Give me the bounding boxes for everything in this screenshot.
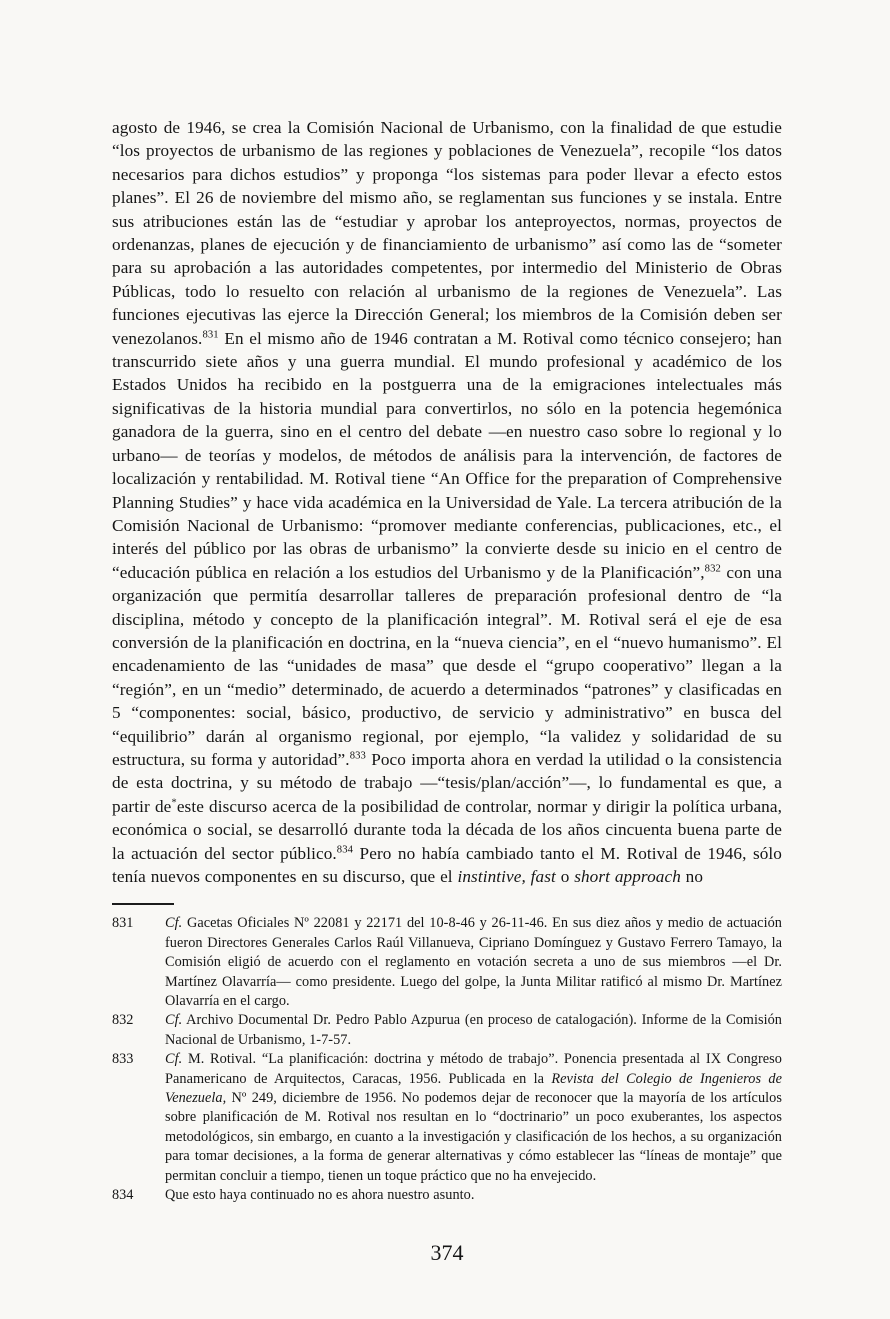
text-run: no [680, 867, 704, 886]
footnote-reference: 832 [704, 562, 721, 574]
footnote-reference: * [171, 797, 177, 809]
italic-text: Cf. [165, 915, 183, 932]
text-run: M. Rotival. “La planificación: doctrina y método de trabajo”. Ponencia presentada al IX Congreso Panamericano de Arquitectos, Caracas, 1956. Publicada en la [165, 1051, 782, 1087]
text-run: Que esto haya continuado no es ahora nuestro asunto. [165, 1187, 475, 1204]
footnote-number: 833 [112, 1051, 134, 1068]
footnote-number: 831 [112, 915, 134, 932]
footnotes-section [112, 914, 782, 1205]
italic-text: instintive, fast [457, 867, 556, 886]
italic-text: Cf. [165, 1012, 183, 1029]
text-run: con una organización que permitía desarrollar talleres de preparación profesional dentro de “la disciplina, método y concepto de la planificación integral”. M. Rotival será el eje de esa conversión de la planificación en doctrina, en la “nueva ciencia”, en el “nuevo humanismo”. El encadenamiento de las “unidades de masa” que desde el “grupo cooperativo” llegan a la “región”, en un “medio” determinado, de acuerdo a determinados “patrones” y clasificadas en 5 “componentes: social, básico, productivo, de servicio y administrativo” en busca del “equilibrio” darán al organismo regional, por ejemplo, “la validez y solidaridad de su estructura, su forma y autoridad”. [112, 562, 782, 769]
footnote-reference: 834 [336, 843, 354, 855]
footnote-text [165, 914, 782, 1011]
footnote-832 [112, 1011, 782, 1050]
footnote-text [165, 1011, 782, 1050]
footnote-reference: 833 [349, 750, 366, 762]
text-run: Poco importa ahora en verdad la utilidad o la consistencia de esta doctrina, y su método de trabajo —“tesis/plan/acción”—, lo fundamental es que, a partir de [112, 749, 782, 816]
footnote-reference: 831 [202, 328, 219, 340]
footnote-text [165, 1050, 782, 1186]
text-column [112, 116, 782, 1266]
text-run: Archivo Documental Dr. Pedro Pablo Azpurua (en proceso de catalogación). Informe de la Comisión Nacional de Urbanismo, 1-7-57. [165, 1012, 782, 1048]
text-run: En el mismo año de 1946 contratan a M. Rotival como técnico consejero; han transcurrido siete años y una guerra mundial. El mundo profesional y académico de los Estados Unidos ha recibido en la postguerra una de la emigraciones intelectuales más significativas de la historia mundial para convertirlos, no sólo en la potencia hegemónica ganadora de la guerra, sino en el centro del debate —en nuestro caso sobre lo regional y lo urbano— de teorías y modelos, de métodos de análisis para la intervención, de factores de localización y rentabilidad. M. Rotival tiene “An Office for the preparation of Comprehensive Planning Studies” y hace vida académica en la Universidad de Yale. La tercera atribución de la Comisión Nacional de Urbanismo: “promover mediante conferencias, publicaciones, etc., el interés del público por las obras de urbanismo” la convierte desde su inicio en el centro de “educación pública en relación a los estudios del Urbanismo y de la Planificación”, [112, 328, 782, 582]
text-run: o [555, 867, 575, 886]
text-run: Pero no había cambiado tanto el M. Rotival de 1946, sólo tenía nuevos componentes en su discurso, que el [112, 843, 783, 886]
italic-text: Revista del Colegio de Ingenieros de Venezuela, [165, 1070, 782, 1107]
footnote-separator-rule [112, 903, 174, 905]
text-run: agosto de 1946, se crea la Comisión Nacional de Urbanismo, con la finalidad de que estudie “los proyectos de urbanismo de las regiones y poblaciones de Venezuela”, recopile “los datos necesarios para dichos estudios” y proponga “los sistemas para poder llevar a efecto estos planes”. El 26 de noviembre del mismo año, se reglamentan sus funciones y se instala. Entre sus atribuciones están las de “estudiar y aprobar los anteproyectos, normas, proyectos de ordenanzas, planes de ejecución y de financiamiento de urbanismo” así como las de “someter para su aprobación a las autoridades competentes, por intermedio del Ministerio de Obras Públicas, todo lo resuelto con relación al urbanismo de la regiones de Venezuela”. Las funciones ejecutivas las ejerce la Dirección General; los miembros de la Comisión deben ser venezolanos. [112, 118, 782, 348]
footnote-number: 834 [112, 1187, 134, 1204]
text-run: Nº 249, diciembre de 1956. No podemos dejar de reconocer que la mayoría de los artículos sobre planificación de M. Rotival nos resultan en lo “doctrinario” un poco exuberantes, los aspectos metodológicos, sin embargo, en cuanto a la investigación y clasificación de los hechos, a su organización para tomar decisiones, a la forma de generar alternativas y cómo establecer las “líneas de montaje” que permitan concluir a tiempo, tienen un toque práctico que no ha envejecido. [165, 1090, 782, 1184]
footnote-text [165, 1186, 782, 1205]
footnote-833 [112, 1050, 782, 1186]
footnote-number: 832 [112, 1012, 134, 1029]
footnote-831 [112, 914, 782, 1011]
italic-text: short approach [574, 867, 681, 886]
italic-text: Cf. [165, 1051, 183, 1068]
text-run: Gacetas Oficiales Nº 22081 y 22171 del 10-8-46 y 26-11-46. En sus diez años y medio de actuación fueron Directores Generales Carlos Raúl Villanueva, Cipriano Domínguez y Gustavo Ferrero Tamayo, la Comisión eligió de acuerdo con el reglamento en votación secreta a uno de sus miembros —el Dr. Martínez Olavarría— como presidente. Luego del golpe, la Junta Militar ratificó al mismo Dr. Martínez Olavarría en el cargo. [165, 915, 782, 1010]
body-paragraph [112, 116, 782, 888]
page-number: 374 [430, 1239, 464, 1265]
footnote-834 [112, 1186, 782, 1205]
text-run: este discurso acerca de la posibilidad de controlar, normar y dirigir la política urbana, económica o social, se desarrolló durante toda la década de los años cincuenta buena parte de la actuación del sector público. [112, 796, 782, 863]
